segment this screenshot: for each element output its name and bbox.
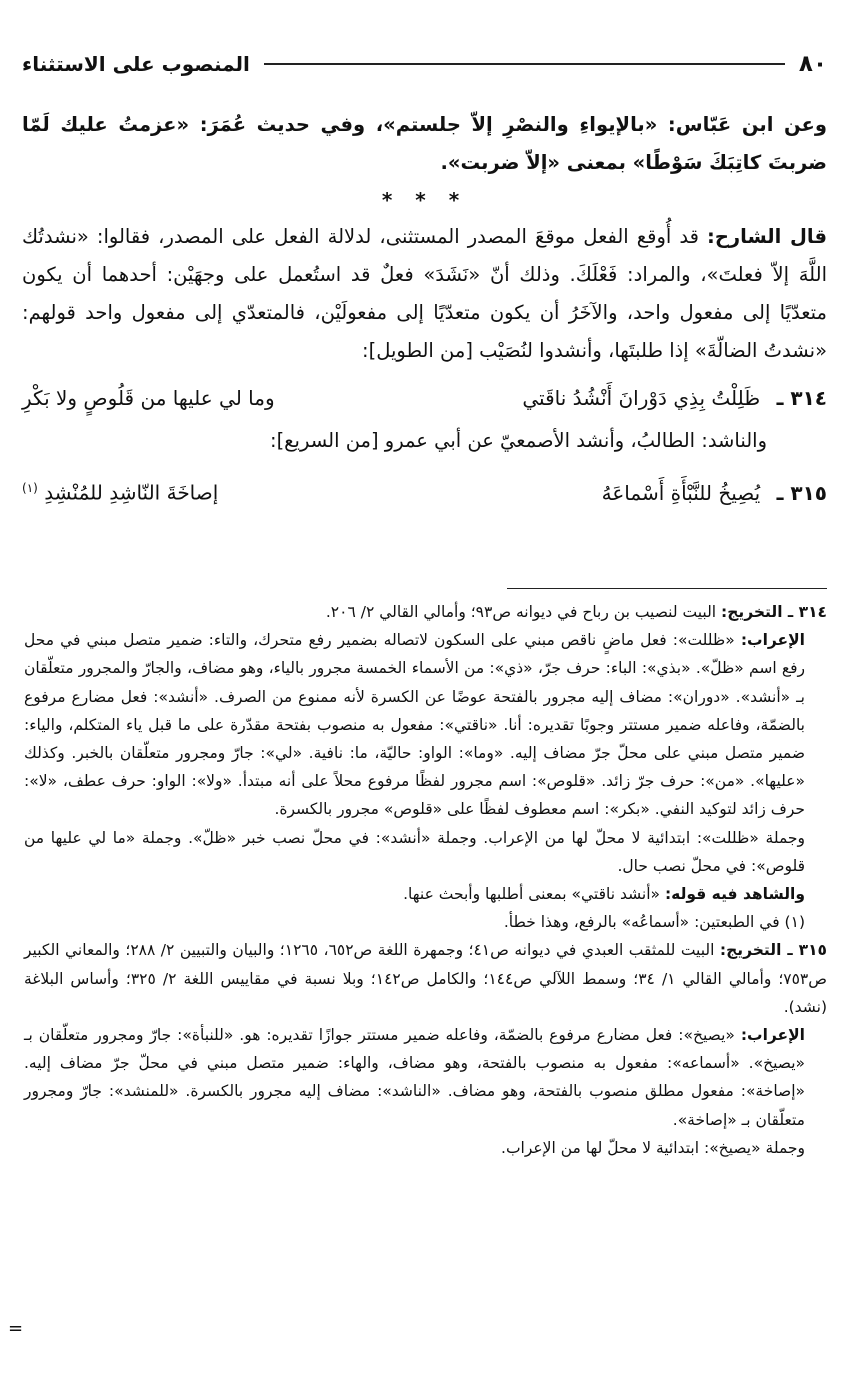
note-315-irab (24, 1021, 827, 1134)
note-text: البيت لنصيب بن رباح في ديوانه ص٩٣؛ وأمالي القالي ٢/ ٢٠٦. (325, 603, 717, 621)
note-lead: الإعراب: (740, 1026, 805, 1045)
section-separator: * * * (381, 188, 468, 212)
running-title: المنصوب على الاستثناء (22, 52, 250, 76)
header-rule (264, 63, 785, 65)
note-315-takhrij (24, 936, 827, 1021)
footnote-1: (١) في الطبعتين: «أسماعُه» بالرفع، وهذا خطأ. (503, 913, 805, 932)
footnotes (24, 598, 827, 1162)
note-314-irab (24, 626, 827, 823)
note-315-jumal: وجملة «يصيخ»: ابتدائية لا محلّ لها من الإعراب. (501, 1138, 805, 1157)
verse-314 (22, 378, 827, 418)
page-number: ٨٠ (798, 51, 827, 77)
paragraph-3: والناشد: الطالبُ، وأنشد الأصمعيّ عن أبي عمرو [من السريع]: (270, 429, 767, 452)
note-314-takhrij (24, 598, 827, 626)
note-lead: الإعراب: (740, 631, 805, 650)
footnote-rule (507, 588, 827, 589)
paragraph-1: وعن ابن عَبّاس: «بالإيواءِ والنصْرِ إلاّ جلستم»، وفي حديث عُمَرَ: «عزمتُ عليك لَمّا ضربتَ كاتِبَكَ سَوْطًا» بمعنى «إلاّ ضربت». (22, 113, 827, 174)
page-header (22, 44, 827, 84)
verse-315 (22, 468, 827, 513)
paragraph-2-lead: قال الشارح: (707, 225, 827, 248)
verse-number: ٣١٤ ـ (776, 386, 827, 410)
note-text: «أنشد ناقتي» بمعنى أطلبها وأبحث عنها. (403, 885, 661, 904)
margin-mark: = (8, 1318, 24, 1339)
note-314-shahid (24, 880, 827, 908)
verse-number: ٣١٥ ـ (776, 480, 827, 505)
verse-second-hemistich: وما لي عليها من قَلُوصٍ ولا بَكْرِ (22, 386, 275, 410)
verse-second-hemistich: إصاخَةَ النّاشِدِ للمُنْشِدِ (44, 480, 219, 505)
note-text: «يصيخ»: فعل مضارع مرفوع بالضمّة، وفاعله ضمير مستتر جوازًا تقديره: هو. «للنبأة»: جارّ ومجرور متعلّقان بـ «يصيخ». «أسماعه»: مفعول به منصوب بالفتحة، وهو مضاف، والهاء: ضمير متصل مبني في محلّ جرّ مضاف إليه. «إصاخة»: مفعول مطلق منصوب بالفتحة، وهو مضاف. «الناشد»: مضاف إليه مجرور بالكسرة. «للمنشد»: جارّ ومجرور متعلّقان بـ «إصاخة». (24, 1026, 805, 1129)
verse-first-hemistich: يُصِيخُ للنَّبْأَةِ أَسْماعَهُ (601, 480, 761, 505)
verse-first-hemistich: ظَلِلْتُ بِذِي دَوْرانَ أَنْشُدُ ناقَتي (522, 386, 761, 410)
note-lead: ٣١٤ ـ التخريج: (721, 603, 827, 621)
note-314-jumal: وجملة «ظللت»: ابتدائية لا محلّ لها من الإعراب. وجملة «أنشد»: في محلّ نصب خبر «ظلّ». وجملة «ما لي عليها من قلوص»: في محلّ نصب حال. (24, 828, 805, 875)
note-text: البيت للمثقب العبدي في ديوانه ص٤١؛ وجمهرة اللغة ص٦٥٢، ١٢٦٥؛ والبيان والتبيين ٢/ ٢٨٨؛ والمعاني الكبير ص٧٥٣؛ وأمالي القالي ١/ ٣٤؛ وسمط اللآلي ص١٤٤؛ والكامل ص١٤٢؛ وبلا نسبة في مقاييس اللغة ٢/ ٣٢٥؛ وأساس البلاغة (نشد). (24, 941, 828, 1016)
note-lead: والشاهد فيه قوله: (664, 885, 805, 904)
paragraph-2 (22, 218, 827, 370)
main-text (22, 106, 827, 517)
note-text: «ظللت»: فعل ماضٍ ناقص مبني على السكون لاتصاله بضمير رفع متحرك، والتاء: ضمير متصل مبني في محل رفع اسم «ظلّ». «بذي»: الباء: حرف جرّ، «ذي»: من الأسماء الخمسة مجرور بالياء، وهو مضاف، والجارّ والمجرور متعلّقان بـ «أنشد». «دوران»: مضاف إليه مجرور بالفتحة عوضًا عن الكسرة لأنه ممنوع من الصرف. «أنشد»: فعل مضارع مرفوع بالضمّة، وفاعله ضمير مستتر وجوبًا تقديره: أنا. «ناقتي»: مفعول به منصوب بفتحة مقدّرة على ما قبل ياء المتكلم، والياء: ضمير متصل مبني على محلّ جرّ مضاف إليه. «وما»: الواو: حاليّة، ما: نافية. «لي»: جارّ ومجرور متعلّقان بالخبر. وكذلك «عليها». «من»: حرف جرّ زائد. «قلوص»: اسم مجرور لفظًا مرفوع محلاً على أنه مبتدأ. «ولا»: الواو: حرف عطف، «لا»: حرف زائد لتوكيد النفي. «بكر»: اسم معطوف لفظًا على «قلوص» مجرور بالكسرة. (24, 631, 805, 819)
paragraph-2-text: قد أُوقع الفعل موقعَ المصدر المستثنى، لدلالة الفعل على المصدر، فقالوا: «نشدتُك اللَّهَ إلاّ فعلتَ»، والمراد: فَعْلَكَ. وذلك أنّ «نَشَدَ» فعلٌ قد استُعمل على وجهَيْن: أحدهما أن يكون متعدّيًا إلى مفعول واحد، والآخَرُ أن يكون متعدّيًا إلى مفعولَيْن، فالمتعدّي إلى مفعول واحد قولهم: «نشدتُ الضالّةَ» إذا طلبتَها، وأنشدوا لنُصَيْب [من الطويل]: (22, 225, 827, 362)
footnote-ref: (١) (22, 481, 38, 495)
note-lead: ٣١٥ ـ التخريج: (719, 941, 827, 960)
